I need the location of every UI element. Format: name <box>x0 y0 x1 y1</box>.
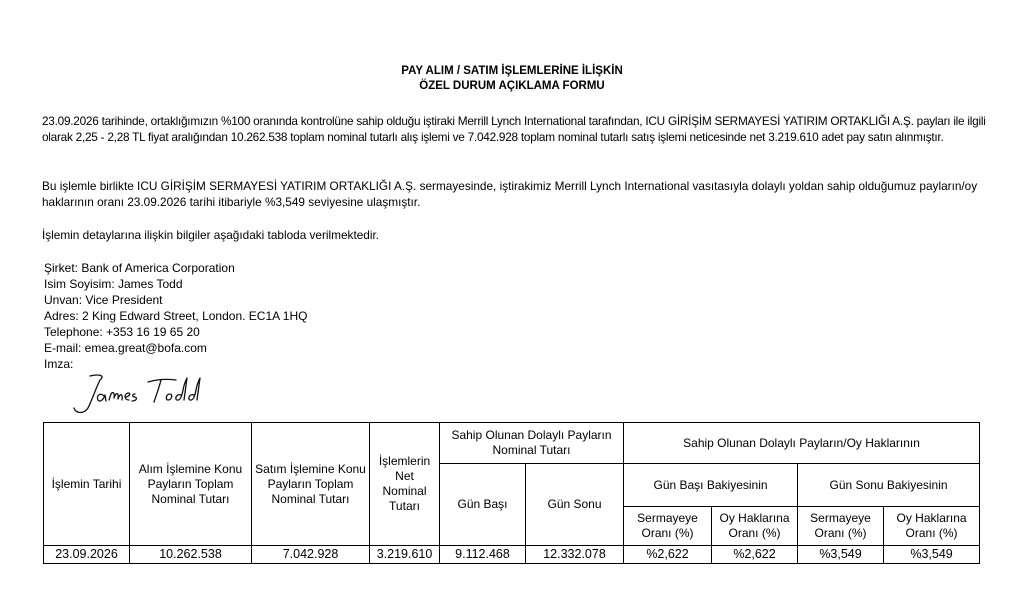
handwritten-signature <box>68 366 218 416</box>
title-line-1: PAY ALIM / SATIM İŞLEMLERİNE İLİŞKİN <box>401 65 623 77</box>
contact-phone: Telephone: +353 16 19 65 20 <box>44 325 200 339</box>
header-day-end-balance: Gün Sonu Bakiyesinin <box>798 464 980 507</box>
cell-end-vote: %3,549 <box>884 546 980 564</box>
cell-day-end: 12.332.078 <box>526 546 624 564</box>
contact-address: Adres: 2 King Edward Street, London. EC1A 1HQ <box>44 309 308 323</box>
cell-net: 3.219.610 <box>370 546 440 564</box>
header-indirect-ratio: Sahip Olunan Dolaylı Payların/Oy Haklarının <box>624 423 980 464</box>
contact-company: Şirket: Bank of America Corporation <box>44 261 235 275</box>
contact-block <box>44 260 307 372</box>
cell-day-start: 9.112.468 <box>440 546 526 564</box>
header-end-vote-ratio: Oy Haklarına Oranı (%) <box>884 507 980 546</box>
header-net: İşlemlerin Net Nominal Tutarı <box>370 423 440 546</box>
header-day-end: Gün Sonu <box>526 464 624 546</box>
form-title <box>0 64 1024 94</box>
cell-start-vote: %2,622 <box>712 546 798 564</box>
header-indirect-nominal: Sahip Olunan Dolaylı Payların Nominal Tutarı <box>440 423 624 464</box>
header-sale: Satım İşlemine Konu Payların Toplam Nominal Tutarı <box>252 423 370 546</box>
title-line-2: ÖZEL DURUM AÇIKLAMA FORMU <box>419 80 605 92</box>
header-start-vote-ratio: Oy Haklarına Oranı (%) <box>712 507 798 546</box>
email-text: E-mail: emea.great@bofa.com <box>44 341 207 355</box>
paragraph-transaction: 23.09.2026 tarihinde, ortaklığımızın %100 oranında kontrolüne sahip olduğu iştiraki Merrill Lynch International tarafından, ICU GİRİŞİM SERMAYESİ YATIRIM ORTAKLIĞI A.Ş. payları ile ilgili olarak 2,25 - 2,28 TL fiyat aralığından 10.262.538 toplam nominal tutarlı alış işlemi ve 7.042.928 toplam nominal tutarlı satış işlemi neticesinde net 3.219.610 adet pay satın alınmıştır. <box>42 114 986 144</box>
header-purchase: Alım İşlemine Konu Payların Toplam Nominal Tutarı <box>130 423 252 546</box>
transaction-table <box>43 422 980 564</box>
paragraph-table-intro: İşlemin detaylarına ilişkin bilgiler aşağıdaki tabloda verilmektedir. <box>42 228 380 242</box>
contact-title: Unvan: Vice President <box>44 293 163 307</box>
header-day-start-balance: Gün Başı Bakiyesinin <box>624 464 798 507</box>
header-date: İşlemin Tarihi <box>44 423 130 546</box>
cell-start-capital: %2,622 <box>624 546 712 564</box>
cell-date: 23.09.2026 <box>44 546 130 564</box>
cell-purchase: 10.262.538 <box>130 546 252 564</box>
contact-email <box>44 340 307 356</box>
cell-sale: 7.042.928 <box>252 546 370 564</box>
header-day-start: Gün Başı <box>440 464 526 546</box>
signature-graphic <box>68 366 218 416</box>
header-start-capital-ratio: Sermayeye Oranı (%) <box>624 507 712 546</box>
table-row <box>44 546 980 564</box>
contact-name: Isim Soyisim: James Todd <box>44 277 183 291</box>
paragraph-ratio: Bu işlemle birlikte ICU GİRİŞİM SERMAYESİ YATIRIM ORTAKLIĞI A.Ş. sermayesinde, iştirakimiz Merrill Lynch International vasıtasıyla dolaylı yoldan sahip olduğumuz payların/oy haklarının oranı 23.09.2026 tarihi itibariyle %3,549 seviyesine ulaşmıştır. <box>42 179 978 209</box>
header-end-capital-ratio: Sermayeye Oranı (%) <box>798 507 884 546</box>
signature-label: Imza: <box>44 357 74 371</box>
cell-end-capital: %3,549 <box>798 546 884 564</box>
